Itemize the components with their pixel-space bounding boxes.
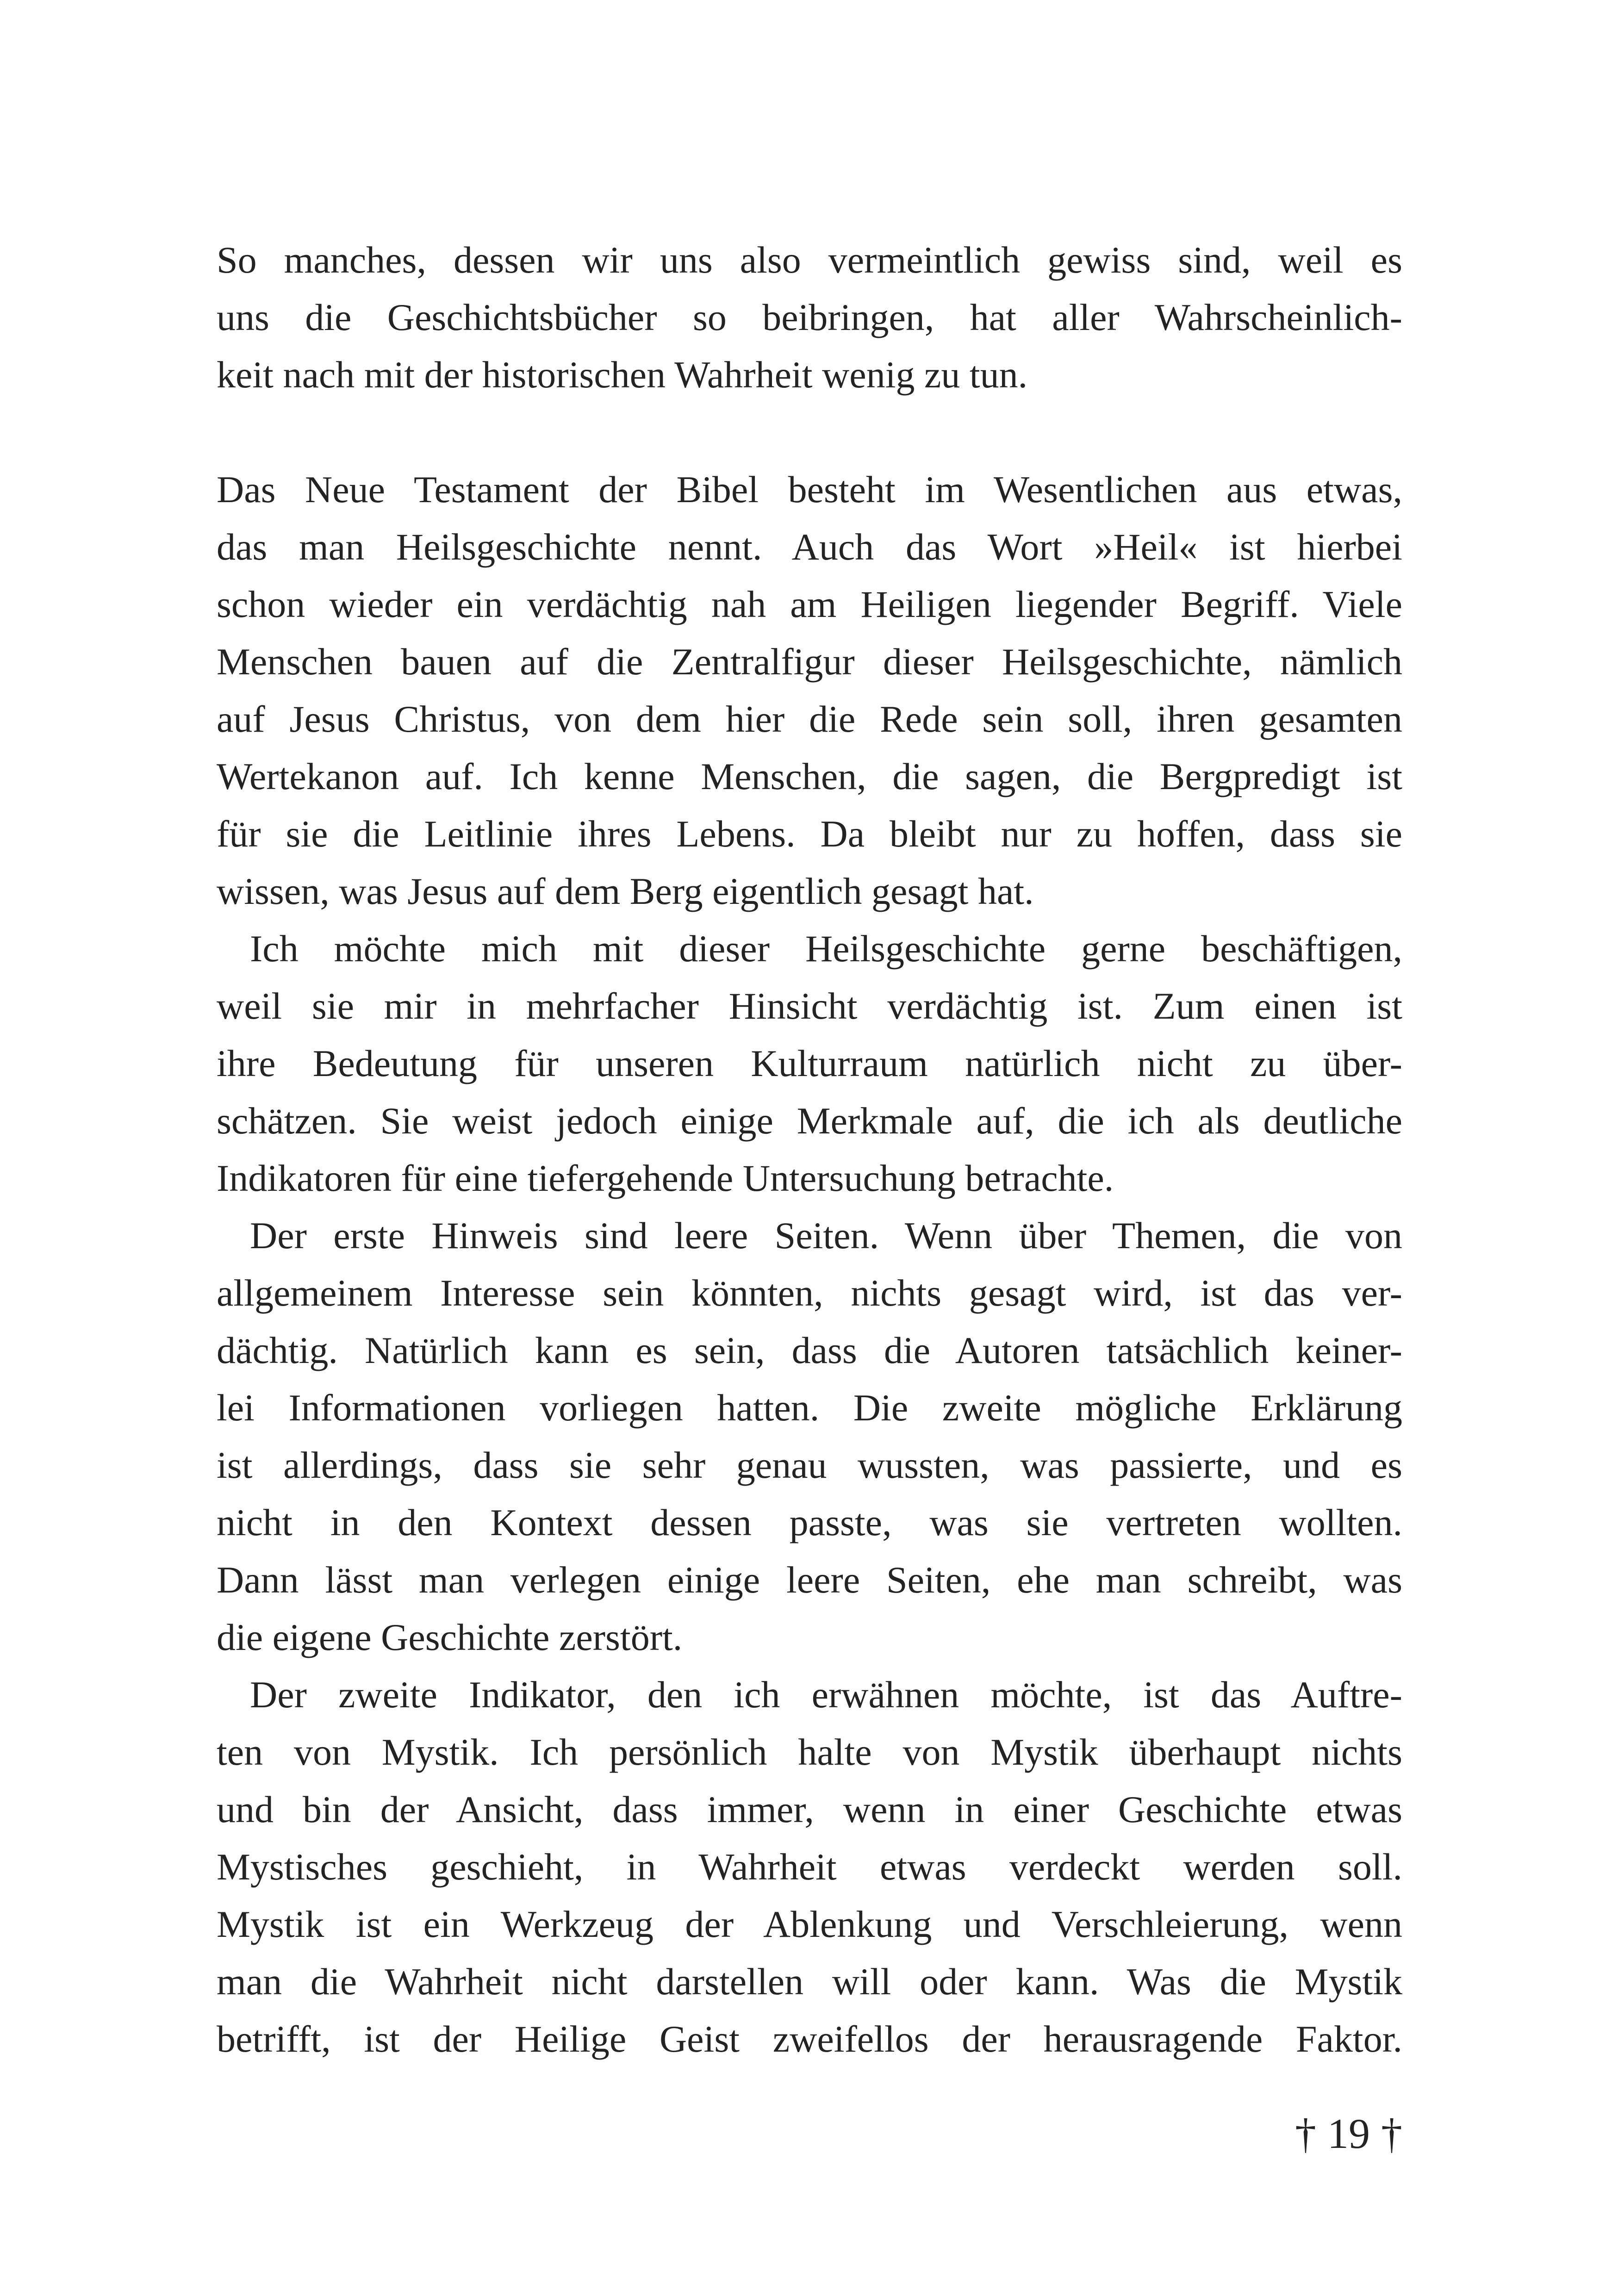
text-line: die eigene Geschichte zerstört. <box>217 1616 683 1658</box>
page-number-folio <box>1295 2108 1402 2159</box>
text-line: allgemeinem Interesse sein könnten, nichts gesagt wird, ist das ver- <box>217 1272 1402 1314</box>
paragraph-spacer <box>217 404 1402 461</box>
text-line: dächtig. Natürlich kann es sein, dass die Autoren tatsächlich keiner- <box>217 1329 1402 1371</box>
text-line: Ich möchte mich mit dieser Heilsgeschichte gerne beschäftigen, <box>250 927 1402 970</box>
body-text <box>217 231 1402 2068</box>
paragraph-5 <box>217 1666 1402 2068</box>
text-line: auf Jesus Christus, von dem hier die Rede sein soll, ihren gesamten <box>217 698 1402 740</box>
text-line: schon wieder ein verdächtig nah am Heiligen liegender Begriff. Viele <box>217 583 1402 625</box>
text-line: weil sie mir in mehrfacher Hinsicht verdächtig ist. Zum einen ist <box>217 985 1402 1027</box>
text-line: schätzen. Sie weist jedoch einige Merkmale auf, die ich als deutliche <box>217 1100 1402 1142</box>
text-line: Der erste Hinweis sind leere Seiten. Wenn über Themen, die von <box>250 1214 1402 1257</box>
text-line: Dann lässt man verlegen einige leere Seiten, ehe man schreibt, was <box>217 1559 1402 1601</box>
text-line: So manches, dessen wir uns also vermeintlich gewiss sind, weil es <box>217 239 1402 281</box>
text-line: Indikatoren für eine tiefergehende Untersuchung betrachte. <box>217 1157 1114 1199</box>
text-line: man die Wahrheit nicht darstellen will oder kann. Was die Mystik <box>217 1960 1402 2003</box>
text-line: lei Informationen vorliegen hatten. Die zweite mögliche Erklärung <box>217 1387 1402 1429</box>
text-line: Das Neue Testament der Bibel besteht im Wesentlichen aus etwas, <box>217 468 1402 510</box>
text-line: wissen, was Jesus auf dem Berg eigentlich gesagt hat. <box>217 870 1034 912</box>
text-line: uns die Geschichtsbücher so beibringen, hat aller Wahrscheinlich- <box>217 296 1402 338</box>
dagger-right-icon: † <box>1381 2110 1402 2157</box>
text-line: ten von Mystik. Ich persönlich halte von Mystik überhaupt nichts <box>217 1731 1402 1773</box>
paragraph-4 <box>217 1207 1402 1666</box>
text-line: nicht in den Kontext dessen passte, was sie vertreten wollten. <box>217 1501 1402 1543</box>
text-line: keit nach mit der historischen Wahrheit wenig zu tun. <box>217 354 1028 396</box>
text-line: Der zweite Indikator, den ich erwähnen möchte, ist das Auftre- <box>250 1674 1402 1716</box>
text-line: betrifft, ist der Heilige Geist zweifellos der herausragende Faktor. <box>217 2018 1402 2060</box>
page-number: 19 <box>1327 2110 1370 2157</box>
text-line: Mystisches geschieht, in Wahrheit etwas verdeckt werden soll. <box>217 1846 1402 1888</box>
text-line: Wertekanon auf. Ich kenne Menschen, die sagen, die Bergpredigt ist <box>217 755 1402 797</box>
paragraph-1 <box>217 231 1402 404</box>
paragraph-2 <box>217 461 1402 920</box>
text-line: das man Heilsgeschichte nennt. Auch das Wort »Heil« ist hierbei <box>217 526 1402 568</box>
text-line: ihre Bedeutung für unseren Kulturraum natürlich nicht zu über- <box>217 1042 1402 1084</box>
text-line: Mystik ist ein Werkzeug der Ablenkung und Verschleierung, wenn <box>217 1903 1402 1945</box>
text-line: und bin der Ansicht, dass immer, wenn in einer Geschichte etwas <box>217 1788 1402 1830</box>
dagger-left-icon: † <box>1295 2110 1316 2157</box>
paragraph-3 <box>217 920 1402 1207</box>
text-line: ist allerdings, dass sie sehr genau wussten, was passierte, und es <box>217 1444 1402 1486</box>
text-line: Menschen bauen auf die Zentralfigur dieser Heilsgeschichte, nämlich <box>217 641 1402 683</box>
text-line: für sie die Leitlinie ihres Lebens. Da bleibt nur zu hoffen, dass sie <box>217 813 1402 855</box>
